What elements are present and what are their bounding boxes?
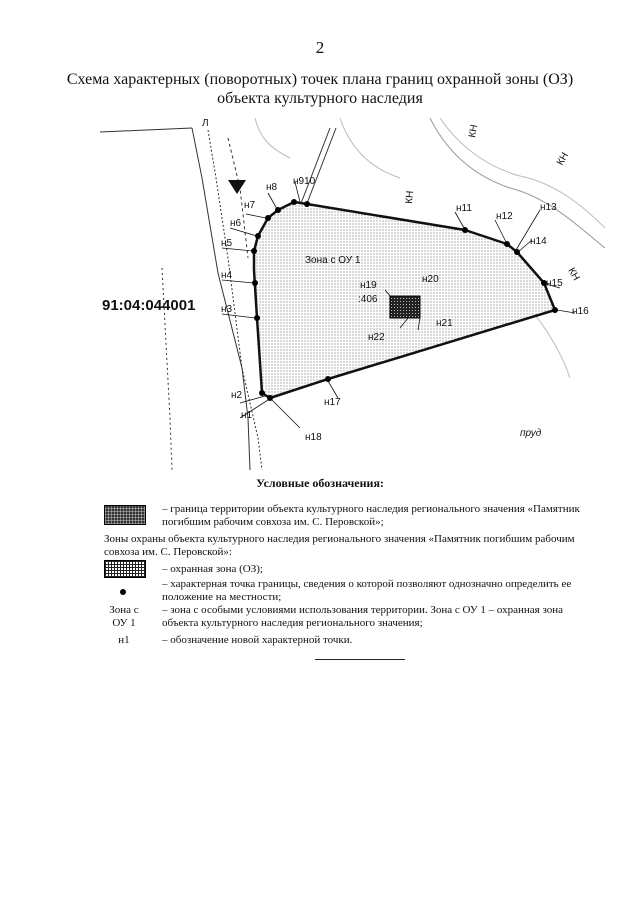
point-label: н12 [496, 211, 513, 222]
point-label: н21 [436, 318, 453, 329]
point-label: н13 [540, 202, 557, 213]
point-n8-marker [275, 207, 281, 213]
point-label: н11 [456, 203, 472, 214]
point-label: н910 [293, 176, 316, 187]
legend-item-1: – граница территории объекта культурного наследия регионального значения «Памятник погибшим рабочим совхоза им. С. Перовской»; [162, 503, 580, 528]
point-symbol [120, 589, 126, 595]
label-kn-3: КН [404, 190, 417, 205]
zone-symbol-line-2: ОУ 1 [112, 617, 136, 629]
legend-item-2: – охранная зона (ОЗ); [162, 563, 263, 575]
legend-item-3: – характерная точка границы, сведения о которой позволяют однозначно определить ее положение на местности; [162, 578, 572, 603]
point-label: н15 [546, 278, 563, 289]
protection-zone-symbol [104, 560, 146, 578]
label-prud: пруд [520, 428, 542, 439]
point-n13-marker [514, 249, 520, 255]
point-label: н14 [530, 236, 547, 247]
point-n10-marker [304, 201, 310, 207]
point-n12-marker [504, 241, 510, 247]
point-label: н3 [221, 304, 233, 315]
point-label: н17 [324, 397, 341, 408]
document-title [60, 70, 580, 108]
label-406: :406 [358, 294, 378, 305]
point-label: н2 [231, 390, 243, 401]
point-designation-symbol: н1 [118, 634, 130, 646]
cadastral-number: 91:04:044001 [102, 297, 196, 314]
point-label: н4 [221, 270, 233, 281]
point-label: н20 [422, 274, 439, 285]
point-label: н8 [266, 182, 278, 193]
label-kn-1: КН [467, 123, 481, 139]
monument-territory-symbol [104, 505, 146, 525]
point-n2-marker [259, 390, 265, 396]
zone-symbol [100, 604, 148, 630]
point-label: н6 [230, 218, 242, 229]
point-label: н7 [244, 200, 256, 211]
boundary-scheme-map [100, 118, 605, 470]
legend-zones-text: Зоны охраны объекта культурного наследия регионального значения «Памятник погибшим рабочим совхоза им. С. Перовской»: [104, 533, 575, 558]
map-marker-icon [228, 180, 246, 194]
point-n9-marker [291, 199, 297, 205]
title-line-1: Схема характерных (поворотных) точек плана границ охранной зоны (ОЗ) [66, 71, 574, 88]
zone-symbol-line-1: Зона с [109, 604, 139, 616]
label-kn-2: КН [555, 150, 572, 168]
point-label: н5 [221, 238, 233, 249]
point-label: н22 [368, 332, 385, 343]
monument-territory [390, 296, 420, 318]
zone-label: Зона с ОУ 1 [305, 255, 361, 266]
end-rule [315, 659, 405, 660]
point-n11-marker [462, 227, 468, 233]
point-label: н18 [305, 432, 322, 443]
legend-heading: Условные обозначения: [256, 476, 384, 490]
point-label: н1 [241, 410, 253, 421]
page-number: 2 [315, 38, 325, 57]
title-line-2: объекта культурного наследия [217, 90, 423, 107]
legend-item-5: – обозначение новой характерной точки. [162, 634, 353, 646]
point-label: н19 [360, 280, 377, 291]
label-l: Л [202, 118, 209, 129]
point-label: н16 [572, 306, 589, 317]
legend-item-4: – зона с особыми условиями использования территории. Зона с ОУ 1 – охранная зона объекта культурного наследия регионального значения; [162, 604, 564, 629]
label-kn-4: КН [565, 266, 582, 283]
